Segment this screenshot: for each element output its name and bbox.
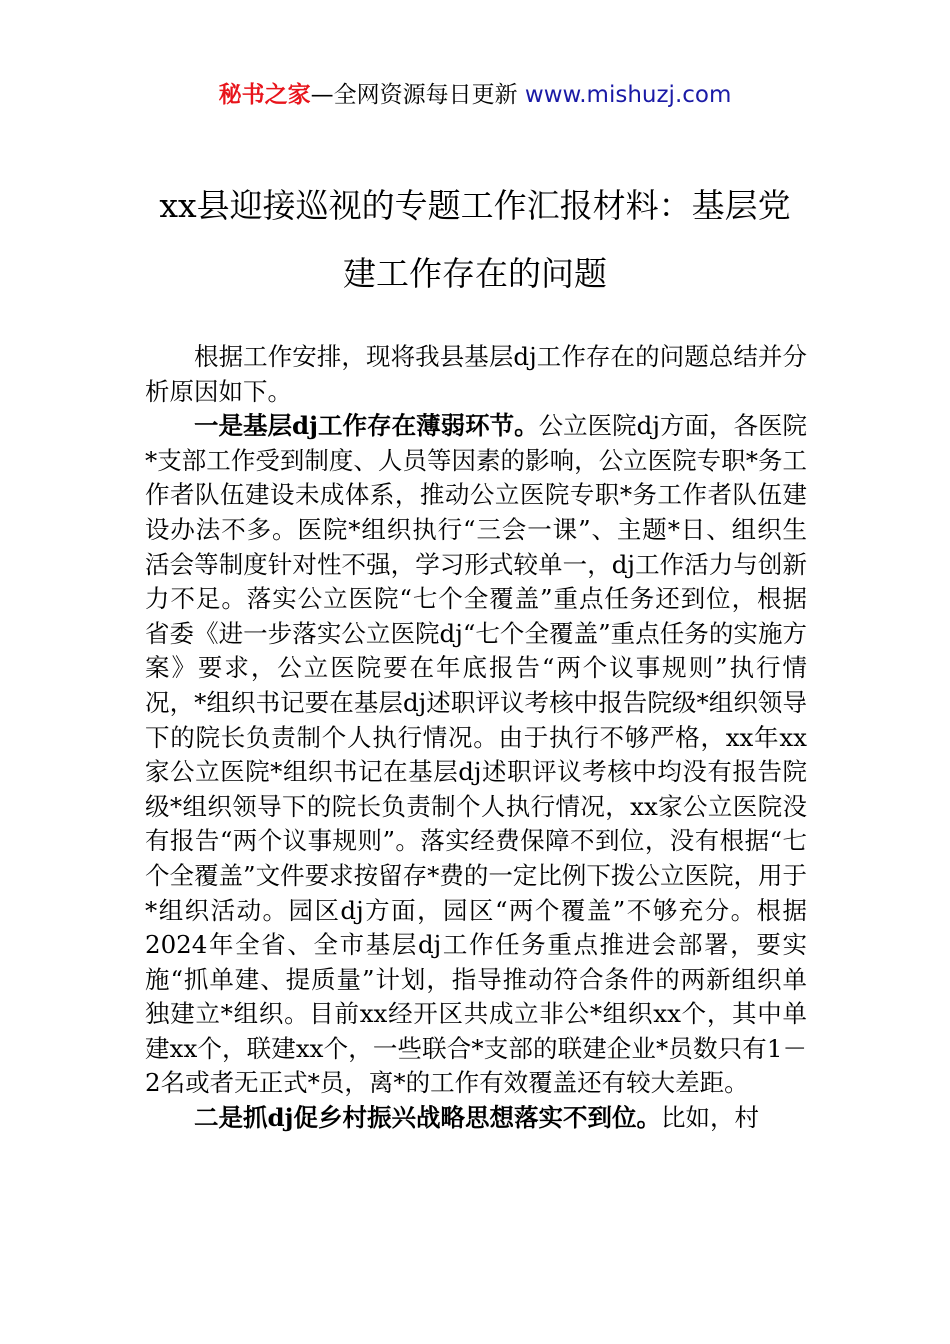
paragraph-text: 公立医院dj方面，各医院*支部工作受到制度、人员等因素的影响，公立医院专职*务工作者队伍建设未成体系，推动公立医院专职*务工作者队伍建设办法不多。医院*组织执行“三会一课”、主题*日、组织生活会等制度针对性不强，学习形式较单一，dj工作活力与创新力不足。落实公立医院“七个全覆盖”重点任务还到位，根据省委《进一步落实公立医院dj“七个全覆盖”重点任务的实施方案》要求，公立医院要在年底报告“两个议事规则”执行情况，*组织书记要在基层dj述职评议考核中报告院级*组织领导下的院长负责制个人执行情况。由于执行不够严格，xx年xx家公立医院*组织书记在基层dj述职评议考核中均没有报告院级*组织领导下的院长负责制个人执行情况，xx家公立医院没有报告“两个议事规则”。落实经费保障不到位，没有根据“七个全覆盖”文件要求按留存*费的一定比例下拨公立医院，用于*组织活动。园区dj方面，园区“两个覆盖”不够充分。根据2024年全省、全市基层dj工作任务重点推进会部署，要实施“抓单建、提质量”计划，指导推动符合条件的两新组织单独建立*组织。目前xx经开区共成立非公*组织xx个，其中单建xx个，联建xx个，一些联合*支部的联建企业*员数只有1－2名或者无正式*员，离*的工作有效覆盖还有较大差距。	[145, 411, 807, 1098]
site-header	[0, 78, 950, 112]
paragraph-intro	[145, 340, 807, 409]
paragraph-lead: 一是基层dj工作存在薄弱环节。	[194, 411, 539, 441]
paragraph-lead: 二是抓dj促乡村振兴战略思想落实不到位。	[194, 1103, 661, 1133]
site-tagline: —全网资源每日更新	[310, 82, 525, 108]
paragraph-point-one	[145, 409, 807, 1101]
paragraph-point-two	[145, 1101, 807, 1136]
site-url-link[interactable]: www.mishuzj.com	[524, 82, 732, 108]
document-body	[145, 340, 807, 1136]
paragraph-text: 比如，村	[661, 1103, 759, 1133]
document-title: xx县迎接巡视的专题工作汇报材料：基层党建工作存在的问题	[159, 186, 791, 293]
site-brand: 秘书之家	[218, 82, 311, 108]
paragraph-text: 根据工作安排，现将我县基层dj工作存在的问题总结并分析原因如下。	[145, 342, 807, 406]
